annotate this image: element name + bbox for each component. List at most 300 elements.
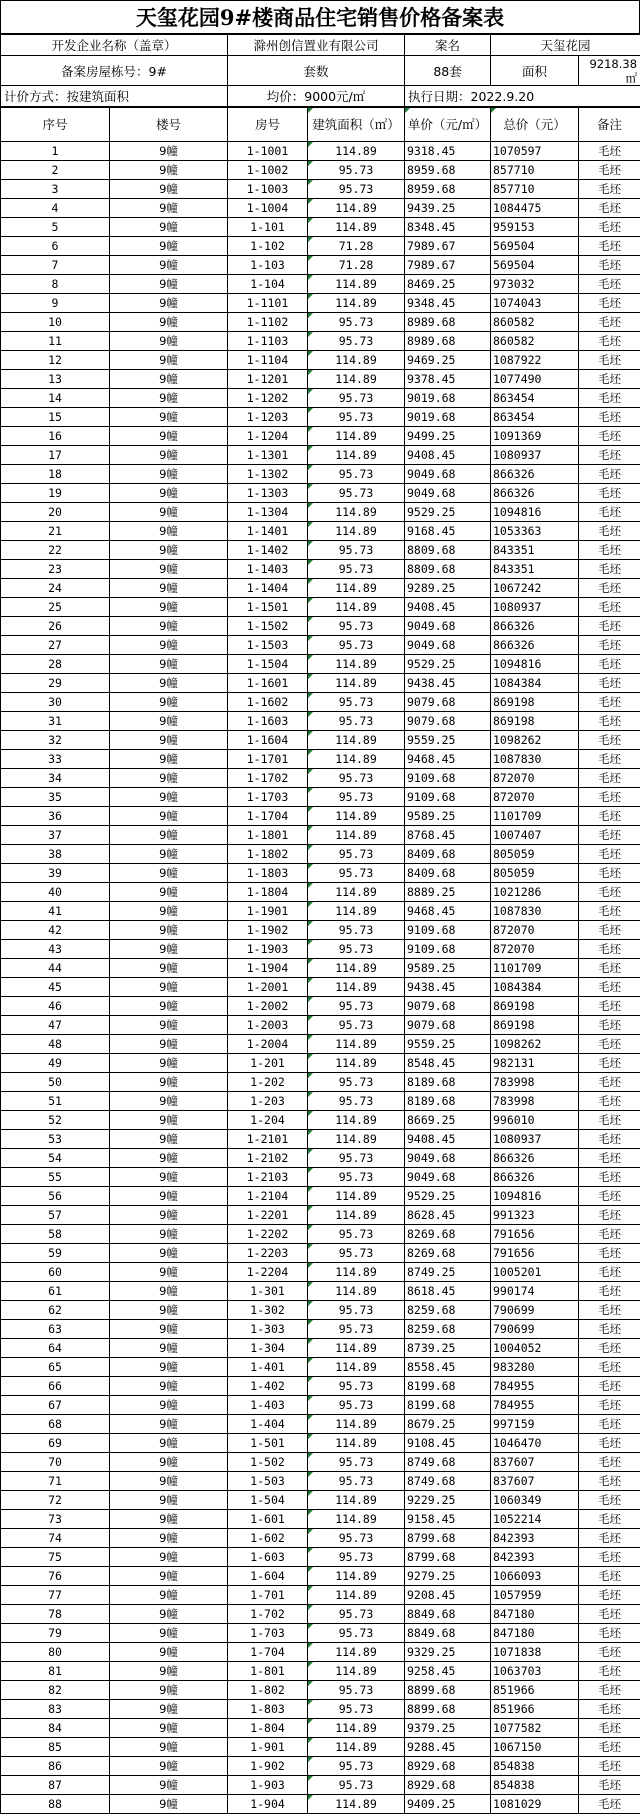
cell-building: 9幢 [110,1700,228,1719]
cell-floor-area: 114.89 [308,1035,405,1054]
cell-unit-price: 8189.68 [405,1092,491,1111]
cell-unit-price: 8849.68 [405,1605,491,1624]
cell-total-price: 959153 [491,218,579,237]
cell-row-no: 39 [1,864,110,883]
cell-row-no: 82 [1,1681,110,1700]
cell-building: 9幢 [110,1491,228,1510]
cell-note: 毛坯 [579,902,640,921]
cell-floor-area: 95.73 [308,864,405,883]
cell-total-price: 842393 [491,1529,579,1548]
cell-room-no: 1-304 [228,1339,308,1358]
cell-total-price: 872070 [491,769,579,788]
cell-note: 毛坯 [579,1282,640,1301]
cell-row-no: 70 [1,1453,110,1472]
cell-row-no: 60 [1,1263,110,1282]
cell-floor-area: 95.73 [308,332,405,351]
cell-floor-area: 114.89 [308,655,405,674]
cell-floor-area: 114.89 [308,978,405,997]
table-row [1,180,640,199]
cell-total-price: 790699 [491,1301,579,1320]
table-row [1,1681,640,1700]
cell-note: 毛坯 [579,522,640,541]
cell-floor-area: 95.73 [308,997,405,1016]
cell-row-no: 4 [1,199,110,218]
effective-date: 执行日期：2022.9.20 [405,86,640,107]
cell-building: 9幢 [110,1776,228,1795]
cell-note: 毛坯 [579,1757,640,1776]
cell-note: 毛坯 [579,1719,640,1738]
cell-room-no: 1-703 [228,1624,308,1643]
cell-note: 毛坯 [579,408,640,427]
cell-note: 毛坯 [579,693,640,712]
cell-floor-area: 95.73 [308,1149,405,1168]
cell-unit-price: 9469.25 [405,351,491,370]
table-row [1,1282,640,1301]
cell-row-no: 42 [1,921,110,940]
table-row [1,1035,640,1054]
cell-note: 毛坯 [579,845,640,864]
cell-note: 毛坯 [579,161,640,180]
cell-total-price: 866326 [491,1149,579,1168]
cell-room-no: 1-1101 [228,294,308,313]
cell-unit-price: 9589.25 [405,807,491,826]
table-row [1,503,640,522]
cell-total-price: 983280 [491,1358,579,1377]
cell-unit-price: 9079.68 [405,1016,491,1035]
cell-room-no: 1-201 [228,1054,308,1073]
table-row [1,1586,640,1605]
cell-floor-area: 95.73 [308,1453,405,1472]
cell-row-no: 5 [1,218,110,237]
cell-unit-price: 9378.45 [405,370,491,389]
cell-unit-price: 9438.45 [405,978,491,997]
cell-unit-price: 9408.45 [405,598,491,617]
cell-unit-price: 8558.45 [405,1358,491,1377]
cell-row-no: 9 [1,294,110,313]
cell-total-price: 847180 [491,1624,579,1643]
cell-note: 毛坯 [579,180,640,199]
col-header-total-price: 总价（元） [491,108,579,142]
cell-building: 9幢 [110,655,228,674]
cell-total-price: 1098262 [491,731,579,750]
cell-unit-price: 8959.68 [405,161,491,180]
cell-room-no: 1-2204 [228,1263,308,1282]
cell-building: 9幢 [110,1282,228,1301]
cell-room-no: 1-1802 [228,845,308,864]
cell-note: 毛坯 [579,712,640,731]
cell-unit-price: 9409.25 [405,1795,491,1814]
cell-room-no: 1-1904 [228,959,308,978]
cell-note: 毛坯 [579,864,640,883]
cell-floor-area: 95.73 [308,1529,405,1548]
col-header-area: 建筑面积（㎡） [308,108,405,142]
table-row [1,959,640,978]
cell-total-price: 1021286 [491,883,579,902]
cell-floor-area: 114.89 [308,883,405,902]
cell-note: 毛坯 [579,427,640,446]
cell-unit-price: 9109.68 [405,769,491,788]
cell-building: 9幢 [110,693,228,712]
table-row [1,446,640,465]
cell-building: 9幢 [110,997,228,1016]
cell-floor-area: 114.89 [308,351,405,370]
cell-room-no: 1-902 [228,1757,308,1776]
cell-note: 毛坯 [579,199,640,218]
cell-note: 毛坯 [579,788,640,807]
cell-room-no: 1-1701 [228,750,308,769]
cell-note: 毛坯 [579,750,640,769]
cell-room-no: 1-204 [228,1111,308,1130]
table-row [1,902,640,921]
cell-floor-area: 114.89 [308,1567,405,1586]
cell-floor-area: 95.73 [308,1700,405,1719]
cell-unit-price: 8799.68 [405,1548,491,1567]
table-row [1,256,640,275]
cell-note: 毛坯 [579,940,640,959]
cell-row-no: 68 [1,1415,110,1434]
cell-floor-area: 95.73 [308,313,405,332]
cell-total-price: 1060349 [491,1491,579,1510]
cell-note: 毛坯 [579,465,640,484]
cell-note: 毛坯 [579,883,640,902]
cell-note: 毛坯 [579,731,640,750]
cell-room-no: 1-1204 [228,427,308,446]
cell-floor-area: 95.73 [308,1548,405,1567]
cell-unit-price: 8989.68 [405,313,491,332]
cell-room-no: 1-1501 [228,598,308,617]
cell-unit-price: 9229.25 [405,1491,491,1510]
cell-building: 9幢 [110,1016,228,1035]
col-header-note: 备注 [579,108,640,142]
cell-floor-area: 114.89 [308,1206,405,1225]
cell-total-price: 1084475 [491,199,579,218]
cell-unit-price: 9049.68 [405,617,491,636]
cell-note: 毛坯 [579,1567,640,1586]
cell-note: 毛坯 [579,275,640,294]
cell-building: 9幢 [110,864,228,883]
table-row [1,579,640,598]
cell-building: 9幢 [110,1225,228,1244]
cell-building: 9幢 [110,1187,228,1206]
cell-unit-price: 8259.68 [405,1301,491,1320]
cell-row-no: 61 [1,1282,110,1301]
cell-row-no: 3 [1,180,110,199]
cell-floor-area: 95.73 [308,1776,405,1795]
cell-total-price: 843351 [491,541,579,560]
cell-floor-area: 95.73 [308,693,405,712]
cell-room-no: 1-1504 [228,655,308,674]
info-row-building [1,56,640,86]
cell-floor-area: 95.73 [308,1073,405,1092]
cell-note: 毛坯 [579,446,640,465]
cell-note: 毛坯 [579,218,640,237]
cell-building: 9幢 [110,788,228,807]
cell-room-no: 1-2104 [228,1187,308,1206]
cell-unit-price: 9079.68 [405,997,491,1016]
table-row [1,1225,640,1244]
cell-unit-price: 8849.68 [405,1624,491,1643]
cell-unit-price: 9318.45 [405,142,491,161]
cell-building: 9幢 [110,674,228,693]
cell-room-no: 1-2003 [228,1016,308,1035]
cell-room-no: 1-1604 [228,731,308,750]
cell-room-no: 1-2001 [228,978,308,997]
table-row [1,769,640,788]
cell-unit-price: 9408.45 [405,1130,491,1149]
cell-building: 9幢 [110,978,228,997]
cell-room-no: 1-1401 [228,522,308,541]
cell-total-price: 1098262 [491,1035,579,1054]
table-row [1,1396,640,1415]
cell-building: 9幢 [110,1453,228,1472]
cell-room-no: 1-1901 [228,902,308,921]
table-row [1,1301,640,1320]
cell-total-price: 990174 [491,1282,579,1301]
cell-floor-area: 95.73 [308,541,405,560]
cell-total-price: 791656 [491,1225,579,1244]
table-row [1,1263,640,1282]
cell-room-no: 1-802 [228,1681,308,1700]
table-row [1,1605,640,1624]
cell-unit-price: 9289.25 [405,579,491,598]
cell-row-no: 6 [1,237,110,256]
table-row [1,1757,640,1776]
cell-total-price: 1067242 [491,579,579,598]
table-row [1,674,640,693]
cell-note: 毛坯 [579,142,640,161]
cell-unit-price: 8469.25 [405,275,491,294]
cell-floor-area: 95.73 [308,617,405,636]
cell-total-price: 872070 [491,788,579,807]
cell-row-no: 69 [1,1434,110,1453]
cell-room-no: 1-1804 [228,883,308,902]
cell-floor-area: 95.73 [308,1301,405,1320]
cell-unit-price: 9468.45 [405,902,491,921]
cell-total-price: 1005201 [491,1263,579,1282]
cell-total-price: 991323 [491,1206,579,1225]
table-row [1,1339,640,1358]
cell-building: 9幢 [110,237,228,256]
cell-floor-area: 114.89 [308,1282,405,1301]
cell-floor-area: 95.73 [308,1320,405,1339]
cell-note: 毛坯 [579,294,640,313]
cell-total-price: 973032 [491,275,579,294]
info-row-developer [1,35,640,56]
cell-row-no: 22 [1,541,110,560]
cell-unit-price: 8749.68 [405,1472,491,1491]
cell-total-price: 866326 [491,1168,579,1187]
cell-unit-price: 9019.68 [405,408,491,427]
cell-floor-area: 95.73 [308,1624,405,1643]
cell-room-no: 1-403 [228,1396,308,1415]
cell-building: 9幢 [110,389,228,408]
cell-note: 毛坯 [579,1624,640,1643]
cell-row-no: 12 [1,351,110,370]
sheet-title: 天玺花园9#楼商品住宅销售价格备案表 [0,0,640,34]
cell-total-price: 1080937 [491,1130,579,1149]
cell-building: 9幢 [110,1510,228,1529]
table-row [1,560,640,579]
table-row [1,978,640,997]
cell-room-no: 1-103 [228,256,308,275]
cell-room-no: 1-1104 [228,351,308,370]
cell-total-price: 791656 [491,1244,579,1263]
cell-note: 毛坯 [579,579,640,598]
cell-building: 9幢 [110,1795,228,1814]
cell-room-no: 1-1602 [228,693,308,712]
cell-note: 毛坯 [579,313,640,332]
cell-building: 9幢 [110,750,228,769]
cell-row-no: 87 [1,1776,110,1795]
cell-total-price: 784955 [491,1396,579,1415]
cell-unit-price: 9049.68 [405,636,491,655]
cell-building: 9幢 [110,617,228,636]
table-row [1,788,640,807]
cell-building: 9幢 [110,902,228,921]
cell-total-price: 854838 [491,1776,579,1795]
cell-total-price: 872070 [491,921,579,940]
cell-total-price: 1094816 [491,1187,579,1206]
cell-total-price: 1067150 [491,1738,579,1757]
cell-total-price: 869198 [491,693,579,712]
cell-total-price: 783998 [491,1092,579,1111]
table-row [1,598,640,617]
cell-building: 9幢 [110,465,228,484]
table-row [1,1453,640,1472]
cell-building: 9幢 [110,351,228,370]
cell-room-no: 1-602 [228,1529,308,1548]
cell-room-no: 1-2101 [228,1130,308,1149]
cell-note: 毛坯 [579,351,640,370]
cell-building: 9幢 [110,1586,228,1605]
cell-note: 毛坯 [579,769,640,788]
units-value: 88套 [405,56,491,86]
table-row [1,1073,640,1092]
table-row [1,218,640,237]
cell-floor-area: 95.73 [308,788,405,807]
cell-unit-price: 9529.25 [405,503,491,522]
cell-room-no: 1-2002 [228,997,308,1016]
cell-note: 毛坯 [579,1548,640,1567]
cell-row-no: 49 [1,1054,110,1073]
cell-unit-price: 8628.45 [405,1206,491,1225]
cell-total-price: 569504 [491,256,579,275]
cell-room-no: 1-1201 [228,370,308,389]
cell-floor-area: 95.73 [308,921,405,940]
cell-building: 9幢 [110,1092,228,1111]
cell-unit-price: 9438.45 [405,674,491,693]
cell-floor-area: 114.89 [308,1510,405,1529]
table-row [1,617,640,636]
cell-building: 9幢 [110,1358,228,1377]
cell-room-no: 1-1103 [228,332,308,351]
cell-row-no: 29 [1,674,110,693]
cell-note: 毛坯 [579,636,640,655]
cell-room-no: 1-1304 [228,503,308,522]
cell-building: 9幢 [110,294,228,313]
cell-building: 9幢 [110,1339,228,1358]
cell-note: 毛坯 [579,1054,640,1073]
cell-unit-price: 8959.68 [405,180,491,199]
cell-row-no: 55 [1,1168,110,1187]
cell-building: 9幢 [110,427,228,446]
cell-row-no: 26 [1,617,110,636]
cell-row-no: 78 [1,1605,110,1624]
cell-note: 毛坯 [579,1149,640,1168]
cell-unit-price: 9158.45 [405,1510,491,1529]
cell-room-no: 1-303 [228,1320,308,1339]
cell-row-no: 79 [1,1624,110,1643]
cell-total-price: 997159 [491,1415,579,1434]
cell-total-price: 851966 [491,1681,579,1700]
cell-floor-area: 114.89 [308,1263,405,1282]
cell-note: 毛坯 [579,674,640,693]
cell-room-no: 1-502 [228,1453,308,1472]
table-row [1,1529,640,1548]
cell-building: 9幢 [110,731,228,750]
cell-row-no: 16 [1,427,110,446]
cell-total-price: 1070597 [491,142,579,161]
cell-building: 9幢 [110,1681,228,1700]
cell-building: 9幢 [110,1719,228,1738]
cell-row-no: 25 [1,598,110,617]
cell-room-no: 1-1803 [228,864,308,883]
cell-row-no: 63 [1,1320,110,1339]
cell-total-price: 872070 [491,940,579,959]
building-label: 备案房屋栋号：9# [1,56,228,86]
cell-row-no: 20 [1,503,110,522]
cell-building: 9幢 [110,560,228,579]
cell-building: 9幢 [110,1320,228,1339]
cell-floor-area: 114.89 [308,1719,405,1738]
cell-building: 9幢 [110,598,228,617]
cell-floor-area: 114.89 [308,1738,405,1757]
cell-room-no: 1-2202 [228,1225,308,1244]
cell-floor-area: 114.89 [308,427,405,446]
cell-building: 9幢 [110,769,228,788]
cell-floor-area: 114.89 [308,1187,405,1206]
cell-note: 毛坯 [579,1453,640,1472]
cell-room-no: 1-2004 [228,1035,308,1054]
cell-note: 毛坯 [579,598,640,617]
cell-row-no: 57 [1,1206,110,1225]
cell-note: 毛坯 [579,1776,640,1795]
cell-room-no: 1-1503 [228,636,308,655]
cell-building: 9幢 [110,484,228,503]
cell-unit-price: 8809.68 [405,560,491,579]
cell-note: 毛坯 [579,1472,640,1491]
cell-unit-price: 8929.68 [405,1757,491,1776]
cell-room-no: 1-1102 [228,313,308,332]
cell-room-no: 1-402 [228,1377,308,1396]
cell-note: 毛坯 [579,1605,640,1624]
cell-floor-area: 95.73 [308,1244,405,1263]
cell-floor-area: 95.73 [308,1092,405,1111]
cell-note: 毛坯 [579,503,640,522]
cell-room-no: 1-1403 [228,560,308,579]
cell-building: 9幢 [110,332,228,351]
cell-note: 毛坯 [579,617,640,636]
table-row [1,1377,640,1396]
cell-note: 毛坯 [579,1491,640,1510]
cell-room-no: 1-1303 [228,484,308,503]
cell-unit-price: 9288.45 [405,1738,491,1757]
cell-room-no: 1-2103 [228,1168,308,1187]
cell-floor-area: 95.73 [308,1016,405,1035]
cell-total-price: 805059 [491,845,579,864]
table-row [1,1244,640,1263]
cell-row-no: 46 [1,997,110,1016]
